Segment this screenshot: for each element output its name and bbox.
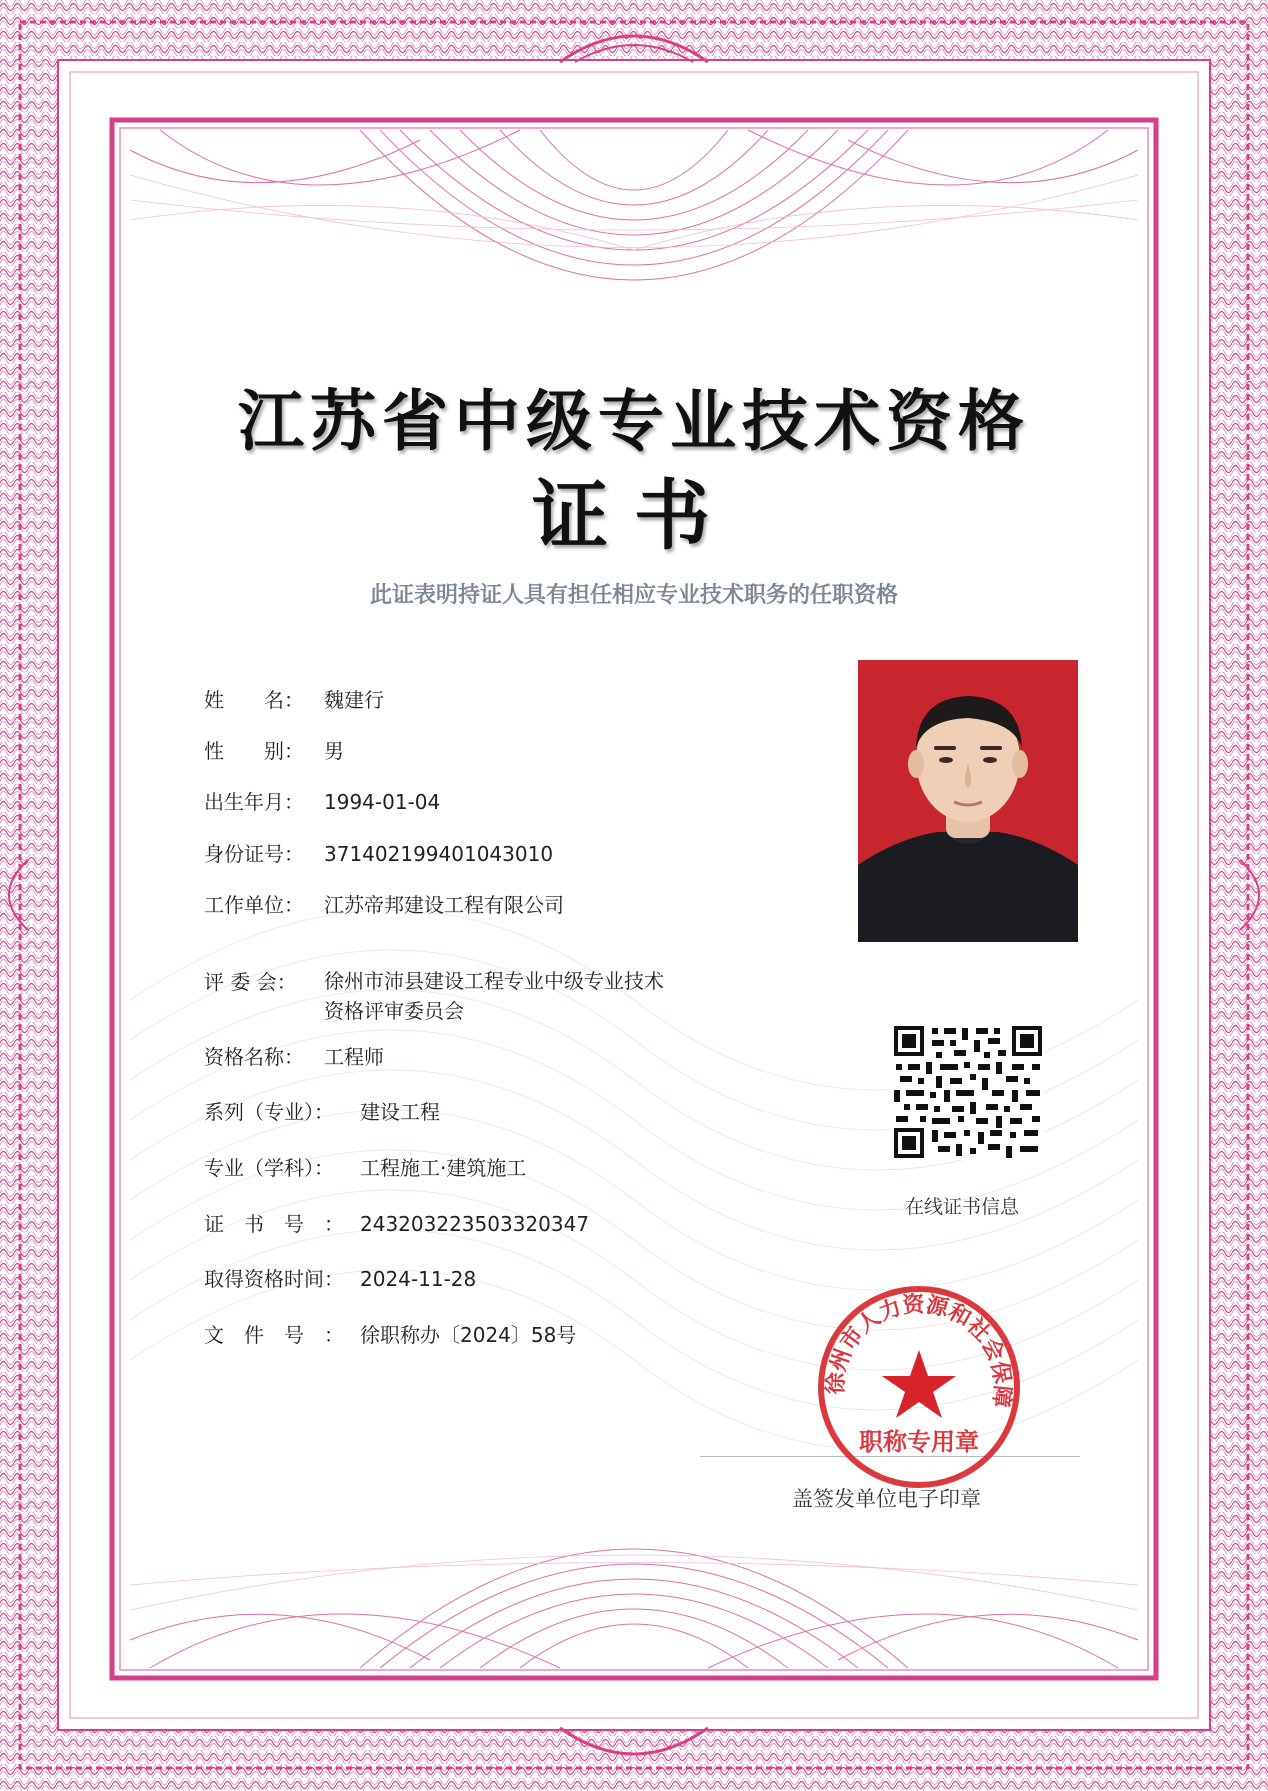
- field-value: 工程师: [324, 1045, 384, 1069]
- field-label: 身份证号：: [204, 842, 304, 866]
- field-label: 证 书 号 ：: [204, 1212, 344, 1236]
- field-label: 文 件 号 ：: [204, 1323, 344, 1347]
- field-name: [204, 684, 384, 713]
- certificate-title-line2: 证书: [532, 471, 736, 560]
- field-label: 工作单位：: [204, 893, 304, 917]
- field-birth-date: [204, 786, 440, 815]
- field-value: 2024-11-28: [360, 1267, 477, 1291]
- field-label: 资格名称：: [204, 1045, 304, 1069]
- certificate-title: 江苏省中级专业技术资格: [238, 382, 1030, 460]
- field-certificate-number: [204, 1208, 589, 1237]
- field-label: 姓 名：: [204, 688, 304, 712]
- field-value: 魏建行: [324, 688, 384, 712]
- field-value: 建设工程: [360, 1100, 440, 1124]
- official-seal: [814, 1282, 1024, 1492]
- svg-text:职称专用章: 职称专用章: [859, 1428, 979, 1456]
- qr-code-icon[interactable]: [892, 1024, 1044, 1160]
- field-specialty: [204, 1152, 526, 1181]
- field-gender: [204, 735, 344, 764]
- holder-photo: [858, 660, 1078, 942]
- field-value-line2: 资格评审委员会: [324, 999, 464, 1023]
- field-employer: [204, 889, 564, 918]
- field-document-number: [204, 1319, 576, 1348]
- field-value: 江苏帝邦建设工程有限公司: [324, 893, 564, 917]
- signature-caption: 盖签发单位电子印章: [792, 1487, 981, 1511]
- field-label: 评 委 会：: [204, 970, 297, 994]
- field-label: 专业（学科）：: [204, 1156, 334, 1180]
- field-label: 性 别：: [204, 739, 304, 763]
- svg-text:徐州市人力资源和社会保障局: 徐州市人力资源和社会保障: [823, 1292, 1015, 1409]
- field-value: 工程施工·建筑施工: [360, 1156, 527, 1180]
- field-value: 徐州市沛县建设工程专业中级专业技术: [324, 969, 664, 993]
- field-value: 371402199401043010: [324, 842, 554, 866]
- field-label: 取得资格时间：: [204, 1267, 344, 1291]
- field-obtain-date: [204, 1263, 476, 1292]
- certificate-subtitle: 此证表明持证人具有担任相应专业技术职务的任职资格: [369, 582, 898, 608]
- field-value: 1994-01-04: [324, 790, 441, 814]
- field-value: 徐职称办〔2024〕58号: [360, 1323, 577, 1347]
- field-series: [204, 1096, 440, 1125]
- field-value: 男: [324, 739, 344, 763]
- field-committee: [204, 966, 664, 1026]
- field-label: 出生年月：: [204, 790, 304, 814]
- field-value: 243203223503320347: [360, 1212, 590, 1236]
- field-label: 系列（专业）：: [204, 1100, 334, 1124]
- field-qualification: [204, 1041, 384, 1070]
- field-id-number: [204, 838, 553, 867]
- qr-caption: 在线证书信息: [905, 1196, 1020, 1218]
